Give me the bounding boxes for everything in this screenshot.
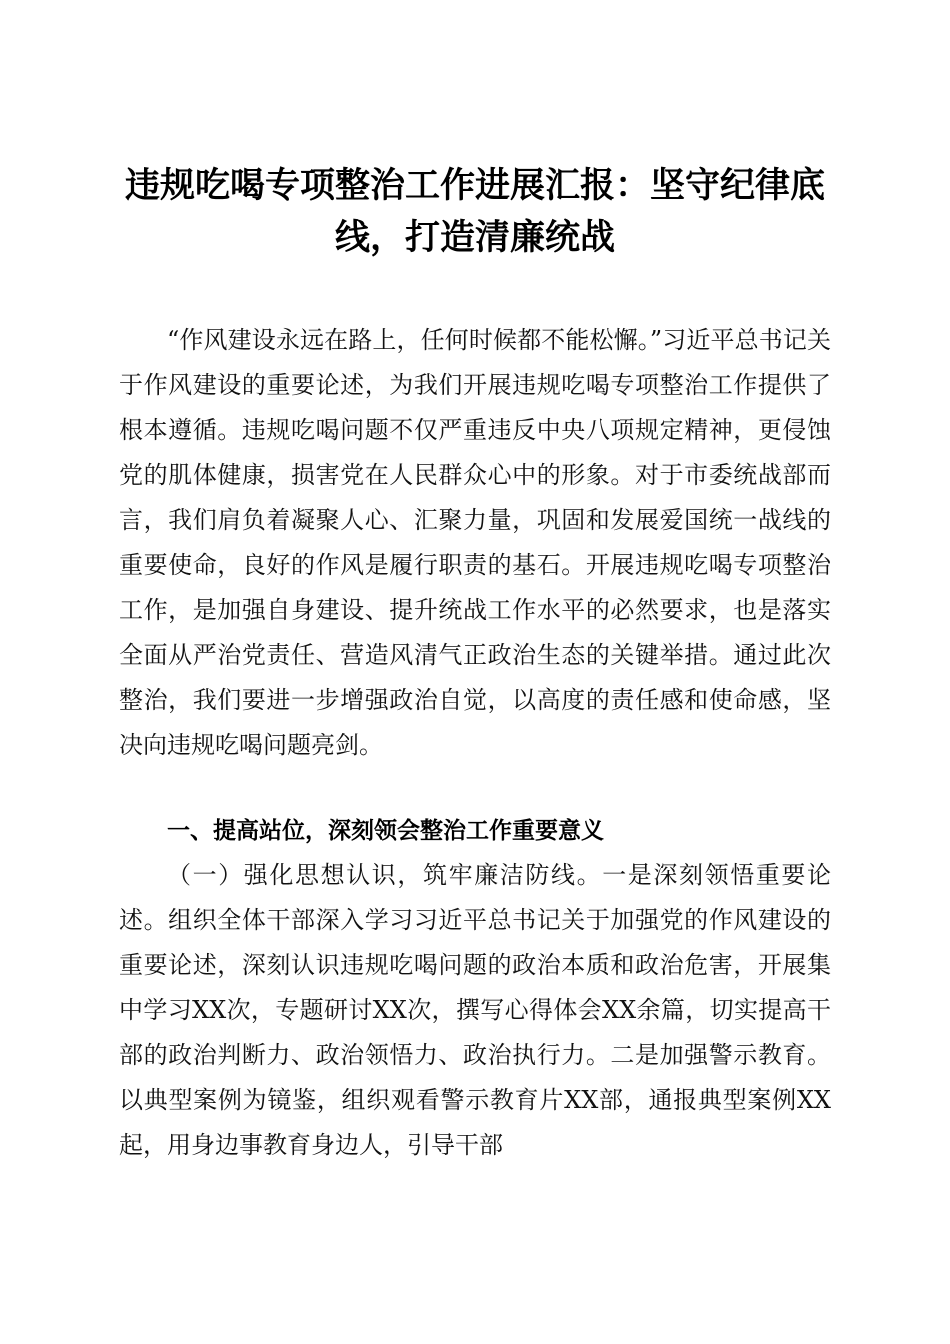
section-paragraph: （一）强化思想认识，筑牢廉洁防线。一是深刻领悟重要论述。组织全体干部深入学习习近平总书记关于加强党的作风建设的重要论述，深刻认识违规吃喝问题的政治本质和政治危害，开展集中学习XX次，专题研讨XX次，撰写心得体会XX余篇，切实提高干部的政治判断力、政治领悟力、政治执行力。二是加强警示教育。以典型案例为镜鉴，组织观看警示教育片XX部，通报典型案例XX起，用身边事教育身边人，引导干部 xyxy=(119,861,831,1159)
section-heading: 一、提高站位，深刻领会整治工作重要意义 xyxy=(167,818,604,844)
document-title: 违规吃喝专项整治工作进展汇报：坚守纪律底线，打造清廉统战 xyxy=(124,165,825,258)
intro-paragraph: “作风建设永远在路上，任何时候都不能松懈。”习近平总书记关于作风建设的重要论述，为我们开展违规吃喝专项整治工作提供了根本遵循。违规吃喝问题不仅严重违反中央八项规定精神，更侵蚀党的肌体健康，损害党在人民群众心中的形象。对于市委统战部而言，我们肩负着凝聚人心、汇聚力量，巩固和发展爱国统一战线的重要使命，良好的作风是履行职责的基石。开展违规吃喝专项整治工作，是加强自身建设、提升统战工作水平的必然要求，也是落实全面从严治党责任、营造风清气正政治生态的关键举措。通过此次整治，我们要进一步增强政治自觉，以高度的责任感和使命感，坚决向违规吃喝问题亮剑。 xyxy=(119,326,831,759)
